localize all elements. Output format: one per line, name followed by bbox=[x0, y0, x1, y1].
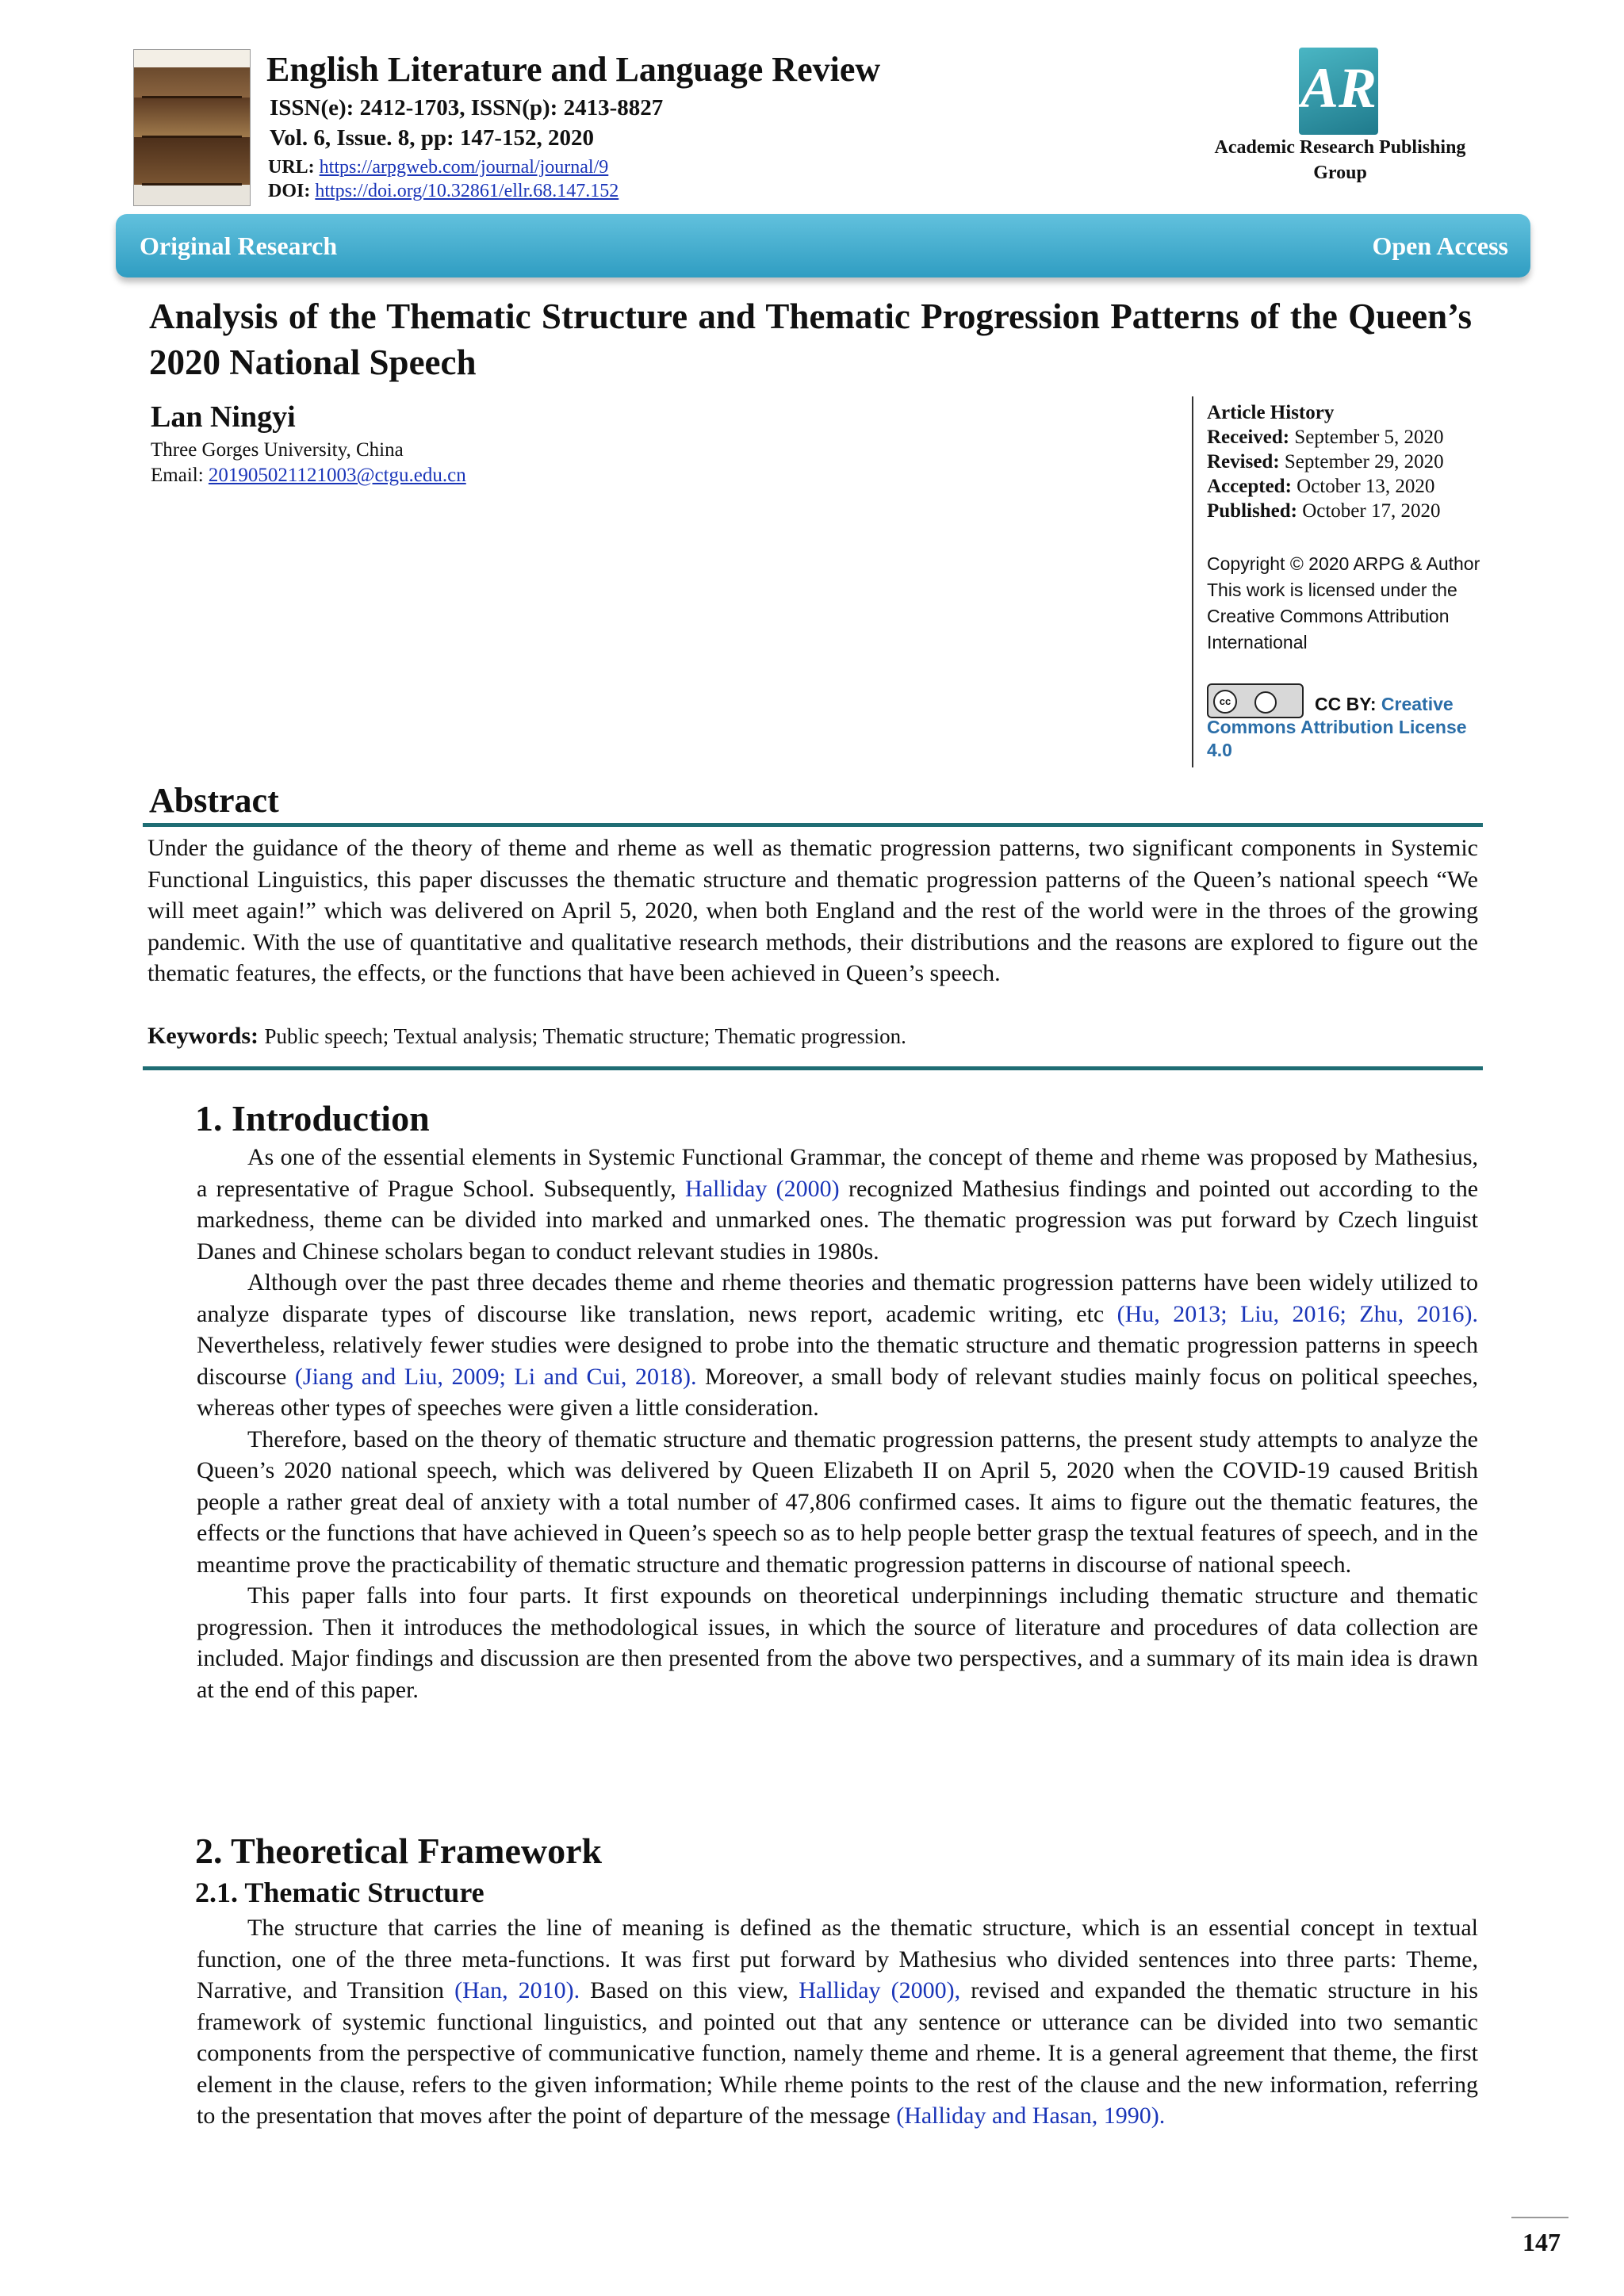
publisher-logo bbox=[1299, 48, 1378, 135]
text-run: As one of the essential elements in Systemic Functional Grammar, the concept of theme and rheme was proposed by Mathesius, a representative of Prague School. Subsequently, bbox=[197, 1144, 1478, 1202]
citation-link[interactable]: Halliday (2000) bbox=[685, 1175, 840, 1202]
citation-link[interactable]: (Han, 2010). bbox=[454, 1977, 580, 2003]
article-history bbox=[1207, 400, 1492, 523]
abstract-heading: Abstract bbox=[149, 781, 279, 820]
published-label: Published: bbox=[1207, 500, 1297, 522]
cc-by-badge-icon: cc bbox=[1207, 683, 1304, 718]
abstract-bottom-rule bbox=[143, 1066, 1483, 1070]
intro-paragraph: This paper falls into four parts. It first expounds on theoretical underpinnings including thematic structure and thematic progression. Then it introduces the methodological issues, in which the source of literature and procedures of data collection are included. Major findings and discussion are then presented from the above two perspectives, and a summary of its main idea is drawn at the end of this paper. bbox=[197, 1582, 1478, 1703]
publisher-name: Academic Research Publishing Group bbox=[1214, 137, 1466, 183]
intro-paragraph bbox=[197, 1267, 1478, 1424]
text-run: Based on this view, bbox=[590, 1977, 789, 2003]
citation-link[interactable]: Halliday (2000), bbox=[799, 1977, 961, 2003]
page-number-rule bbox=[1511, 2217, 1568, 2218]
issn: ISSN(e): 2412-1703, ISSN(p): 2413-8827 bbox=[270, 95, 664, 121]
copyright-notice bbox=[1207, 551, 1492, 656]
intro-paragraph: Therefore, based on the theory of thematic structure and thematic progression patterns, the present study attempts to analyze the Queen’s 2020 national speech, which was delivered by Queen Elizabeth II on April 5, 2020 when the COVID-19 caused British people a rather great deal of anxiety with a total number of 47,806 confirmed cases. It aims to figure out the thematic features, the effects or the functions that have achieved in Queen’s speech so as to help people better grasp the textual features of speech, and in the meantime prove the practicability of thematic structure and thematic progression patterns in discourse of national speech. bbox=[197, 1425, 1478, 1578]
author-email bbox=[151, 465, 466, 487]
accepted-date: October 13, 2020 bbox=[1297, 476, 1435, 497]
text-run: revised and expanded the thematic structure in his framework of systemic functional linguistics, and pointed out that any sentence or utterance can be divided into two semantic components from the perspective of communicative function, namely theme and rheme. It is a general agreement that theme, the first element in the clause, refers to the given information; While rheme points to the rest of the clause and the new information, referring to the presentation that moves after the point of departure of the message bbox=[197, 1977, 1479, 2129]
introduction-body bbox=[197, 1142, 1478, 1705]
url-label: URL: bbox=[268, 157, 315, 178]
published-date: October 17, 2020 bbox=[1302, 500, 1441, 522]
author-name: Lan Ningyi bbox=[151, 400, 296, 434]
sidebar-divider bbox=[1192, 396, 1193, 767]
received-date: September 5, 2020 bbox=[1294, 427, 1444, 448]
text-run: recognized Mathesius findings and pointed out according to the markedness, theme can be divided into marked and unmarked ones. The thematic progression was put forward by Czech linguist Danes and Chinese scholars began to conduct relevant studies in 1980s. bbox=[197, 1175, 1479, 1265]
email-label: Email: bbox=[151, 465, 204, 486]
article-type-banner bbox=[116, 214, 1530, 277]
text-run: Although over the past three decades theme and rheme theories and thematic progression patterns have been widely utilized to analyze disparate types of discourse like translation, news report, academic writing, etc bbox=[197, 1269, 1478, 1327]
logo-text: AR bbox=[1300, 56, 1377, 120]
citation-link[interactable]: (Hu, 2013; Liu, 2016; Zhu, 2016). bbox=[1116, 1300, 1478, 1327]
cc-license-line bbox=[1207, 693, 1492, 762]
open-access-label: Open Access bbox=[1372, 232, 1508, 260]
theory-body bbox=[197, 1912, 1478, 2132]
volume-info: Vol. 6, Issue. 8, pp: 147-152, 2020 bbox=[270, 125, 595, 151]
author-affiliation: Three Gorges University, China bbox=[151, 439, 404, 461]
keywords-label: Keywords: bbox=[147, 1023, 259, 1049]
abstract-text: Under the guidance of the theory of theme and rheme as well as thematic progression patterns, two significant components in Systemic Functional Linguistics, this paper discusses the thematic structure and thematic progression patterns of the Queen’s national speech “We will meet again!” which was delivered on April 5, 2020, when both England and the rest of the world were in the throes of the growing pandemic. With the use of quantitative and qualitative research methods, their distributions and the reasons are explored to figure out the thematic features, the effects, or the functions that have been achieved in Queen’s speech. bbox=[147, 835, 1478, 986]
url-line bbox=[268, 157, 608, 178]
abstract-top-rule bbox=[143, 823, 1483, 827]
doi-line bbox=[268, 181, 619, 202]
theory-paragraph bbox=[197, 1912, 1478, 2132]
journal-url-link[interactable]: https://arpgweb.com/journal/journal/9 bbox=[319, 157, 609, 178]
received-label: Received: bbox=[1207, 427, 1290, 448]
history-heading: Article History bbox=[1207, 402, 1335, 423]
text-run: Moreover, a small body of relevant studies mainly focus on political speeches, whereas other types of speeches were given a little consideration. bbox=[197, 1363, 1479, 1421]
theory-heading: 2. Theoretical Framework bbox=[195, 1831, 603, 1871]
text-run: The structure that carries the line of meaning is defined as the thematic structure, which is an essential concept in textual function, one of the three meta-functions. It was first put forward by Mathesius who divided sentences into three parts: Theme, Narrative, and Transition bbox=[197, 1915, 1478, 2003]
email-link[interactable]: 201905021121003@ctgu.edu.cn bbox=[208, 465, 466, 486]
page-number: 147 bbox=[1522, 2228, 1561, 2256]
cc-by-label: CC BY: bbox=[1315, 694, 1377, 714]
keywords bbox=[147, 1023, 906, 1050]
license-text: This work is licensed under the Creative Commons Attribution International bbox=[1207, 580, 1457, 652]
doi-label: DOI: bbox=[268, 181, 311, 201]
revised-date: September 29, 2020 bbox=[1284, 451, 1444, 473]
accepted-label: Accepted: bbox=[1207, 476, 1292, 497]
introduction-heading: 1. Introduction bbox=[195, 1098, 430, 1138]
cc-license-link[interactable]: Creative Commons Attribution License 4.0 bbox=[1207, 694, 1467, 760]
article-title: Analysis of the Thematic Structure and Thematic Progression Patterns of the Queen’s 2020 National Speech bbox=[149, 297, 1472, 382]
intro-paragraph bbox=[197, 1142, 1478, 1267]
citation-link[interactable]: (Jiang and Liu, 2009; Li and Cui, 2018). bbox=[294, 1363, 697, 1390]
revised-label: Revised: bbox=[1207, 451, 1280, 473]
journal-cover-image bbox=[133, 49, 251, 206]
journal-title: English Literature and Language Review bbox=[266, 50, 881, 89]
keywords-list: Public speech; Textual analysis; Thematic structure; Thematic progression. bbox=[264, 1024, 906, 1048]
copyright-text: Copyright © 2020 ARPG & Author bbox=[1207, 553, 1480, 574]
subsection-heading: 2.1. Thematic Structure bbox=[195, 1877, 485, 1908]
doi-link[interactable]: https://doi.org/10.32861/ellr.68.147.152 bbox=[315, 181, 619, 201]
original-research-label: Original Research bbox=[140, 232, 338, 260]
text-run: Nevertheless, relatively fewer studies were designed to probe into the thematic structure and thematic progression patterns in speech discourse bbox=[197, 1332, 1478, 1390]
citation-link[interactable]: (Halliday and Hasan, 1990). bbox=[896, 2103, 1166, 2129]
